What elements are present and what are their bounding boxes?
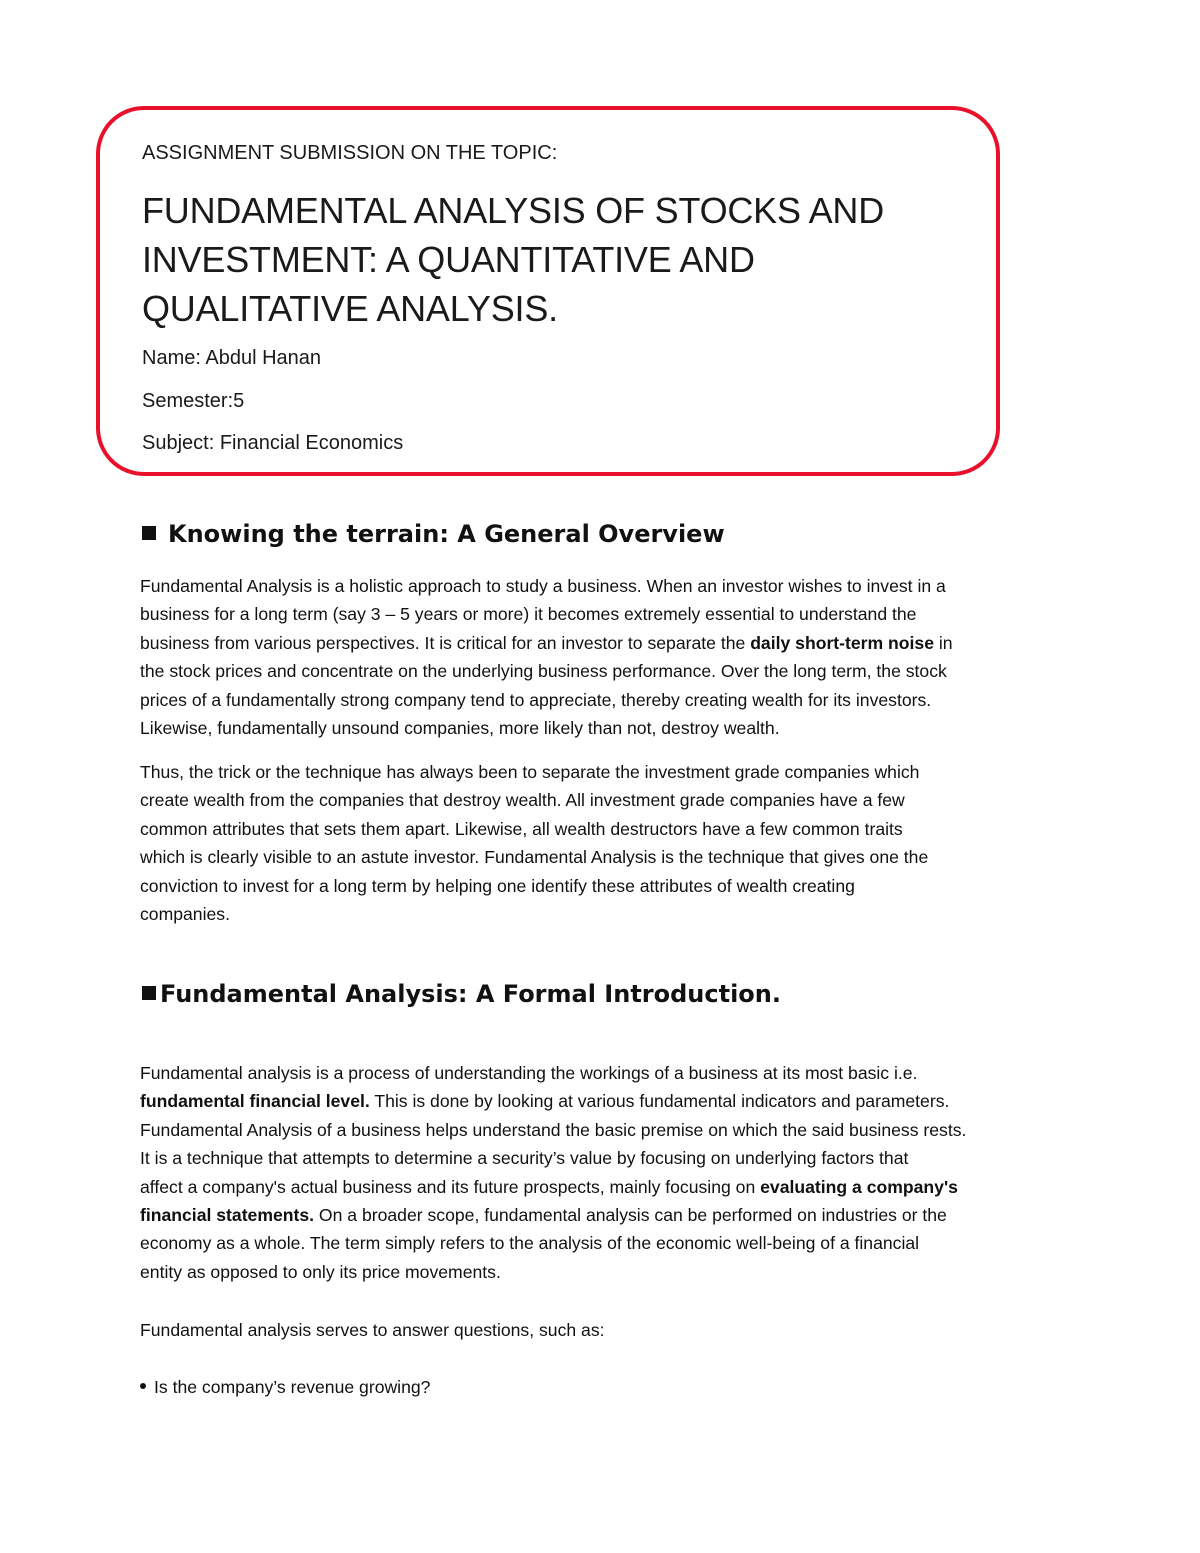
text-line: conviction to invest for a long term by helping one identify these attributes of wealth creating	[140, 875, 855, 896]
list-item	[140, 1373, 1080, 1401]
title-line: INVESTMENT: A QUANTITATIVE AND	[142, 239, 755, 280]
introduction-paragraph-1	[140, 1059, 1080, 1286]
text-line: the stock prices and concentrate on the underlying business performance. Over the long term, the stock	[140, 661, 947, 682]
text-span: in	[934, 632, 953, 653]
bold-span: financial statements.	[140, 1205, 315, 1226]
text-line: companies.	[140, 904, 230, 925]
text-line	[140, 629, 1080, 657]
title-line: QUALITATIVE ANALYSIS.	[142, 288, 558, 329]
bold-span: evaluating a company's	[760, 1176, 958, 1197]
section-heading-overview	[142, 520, 725, 548]
document-title	[142, 186, 884, 333]
introduction-paragraph-2	[140, 1316, 1080, 1344]
overview-paragraph-1	[140, 572, 1080, 742]
heading-text: Fundamental Analysis: A Formal Introduction.	[160, 980, 781, 1008]
text-line: entity as opposed to only its price movements.	[140, 1261, 501, 1282]
text-span: business from various perspectives. It is critical for an investor to separate the	[140, 632, 751, 653]
text-span: This is done by looking at various fundamental indicators and parameters.	[369, 1091, 950, 1112]
text-span: affect a company's actual business and its future prospects, mainly focusing on	[140, 1176, 761, 1197]
subject: Subject: Financial Economics	[142, 432, 404, 454]
heading-text: Knowing the terrain: A General Overview	[168, 520, 725, 548]
title-line: FUNDAMENTAL ANALYSIS OF STOCKS AND	[142, 190, 885, 231]
text-line: create wealth from the companies that destroy wealth. All investment grade companies have a few	[140, 790, 905, 811]
square-bullet-icon	[142, 986, 156, 1000]
text-span: On a broader scope, fundamental analysis can be performed on industries or the	[314, 1205, 947, 1226]
text-line: economy as a whole. The term simply refers to the analysis of the economic well-being of a financial	[140, 1233, 920, 1254]
bullet-dot-icon	[140, 1383, 146, 1389]
text-line: prices of a fundamentally strong company tend to appreciate, thereby creating wealth for its investors.	[140, 689, 932, 710]
text-line: business for a long term (say 3 – 5 years or more) it becomes extremely essential to understand the	[140, 604, 917, 625]
text-line	[140, 1173, 1080, 1201]
section-heading-introduction	[142, 980, 781, 1008]
text-line: Likewise, fundamentally unsound companies, more likely than not, destroy wealth.	[140, 718, 780, 739]
assignment-kicker: ASSIGNMENT SUBMISSION ON THE TOPIC:	[142, 142, 558, 164]
square-bullet-icon	[142, 526, 156, 540]
text-line: which is clearly visible to an astute investor. Fundamental Analysis is the technique that gives one the	[140, 847, 929, 868]
bold-span: fundamental financial level.	[140, 1091, 370, 1112]
text-line	[140, 1201, 1080, 1229]
text-line	[140, 1087, 1080, 1115]
text-line: Fundamental Analysis of a business helps understand the basic premise on which the said business rests.	[140, 1119, 967, 1140]
text-line: Fundamental Analysis is a holistic approach to study a business. When an investor wishes to invest in a	[140, 576, 946, 596]
text-line: Thus, the trick or the technique has always been to separate the investment grade companies which	[140, 762, 920, 782]
overview-paragraph-2	[140, 758, 1080, 928]
text-line: Fundamental analysis serves to answer questions, such as:	[140, 1320, 605, 1340]
text-line: Fundamental analysis is a process of understanding the workings of a business at its most basic i.e.	[140, 1063, 918, 1083]
text-line: common attributes that sets them apart. Likewise, all wealth destructors have a few common traits	[140, 818, 903, 839]
author-name: Name: Abdul Hanan	[142, 347, 322, 369]
text-line: It is a technique that attempts to determine a security’s value by focusing on underlying factors that	[140, 1148, 909, 1169]
list-item-text: Is the company’s revenue growing?	[154, 1377, 431, 1397]
questions-list	[140, 1373, 1080, 1401]
semester: Semester:5	[142, 390, 245, 412]
bold-span: daily short-term noise	[750, 632, 934, 653]
